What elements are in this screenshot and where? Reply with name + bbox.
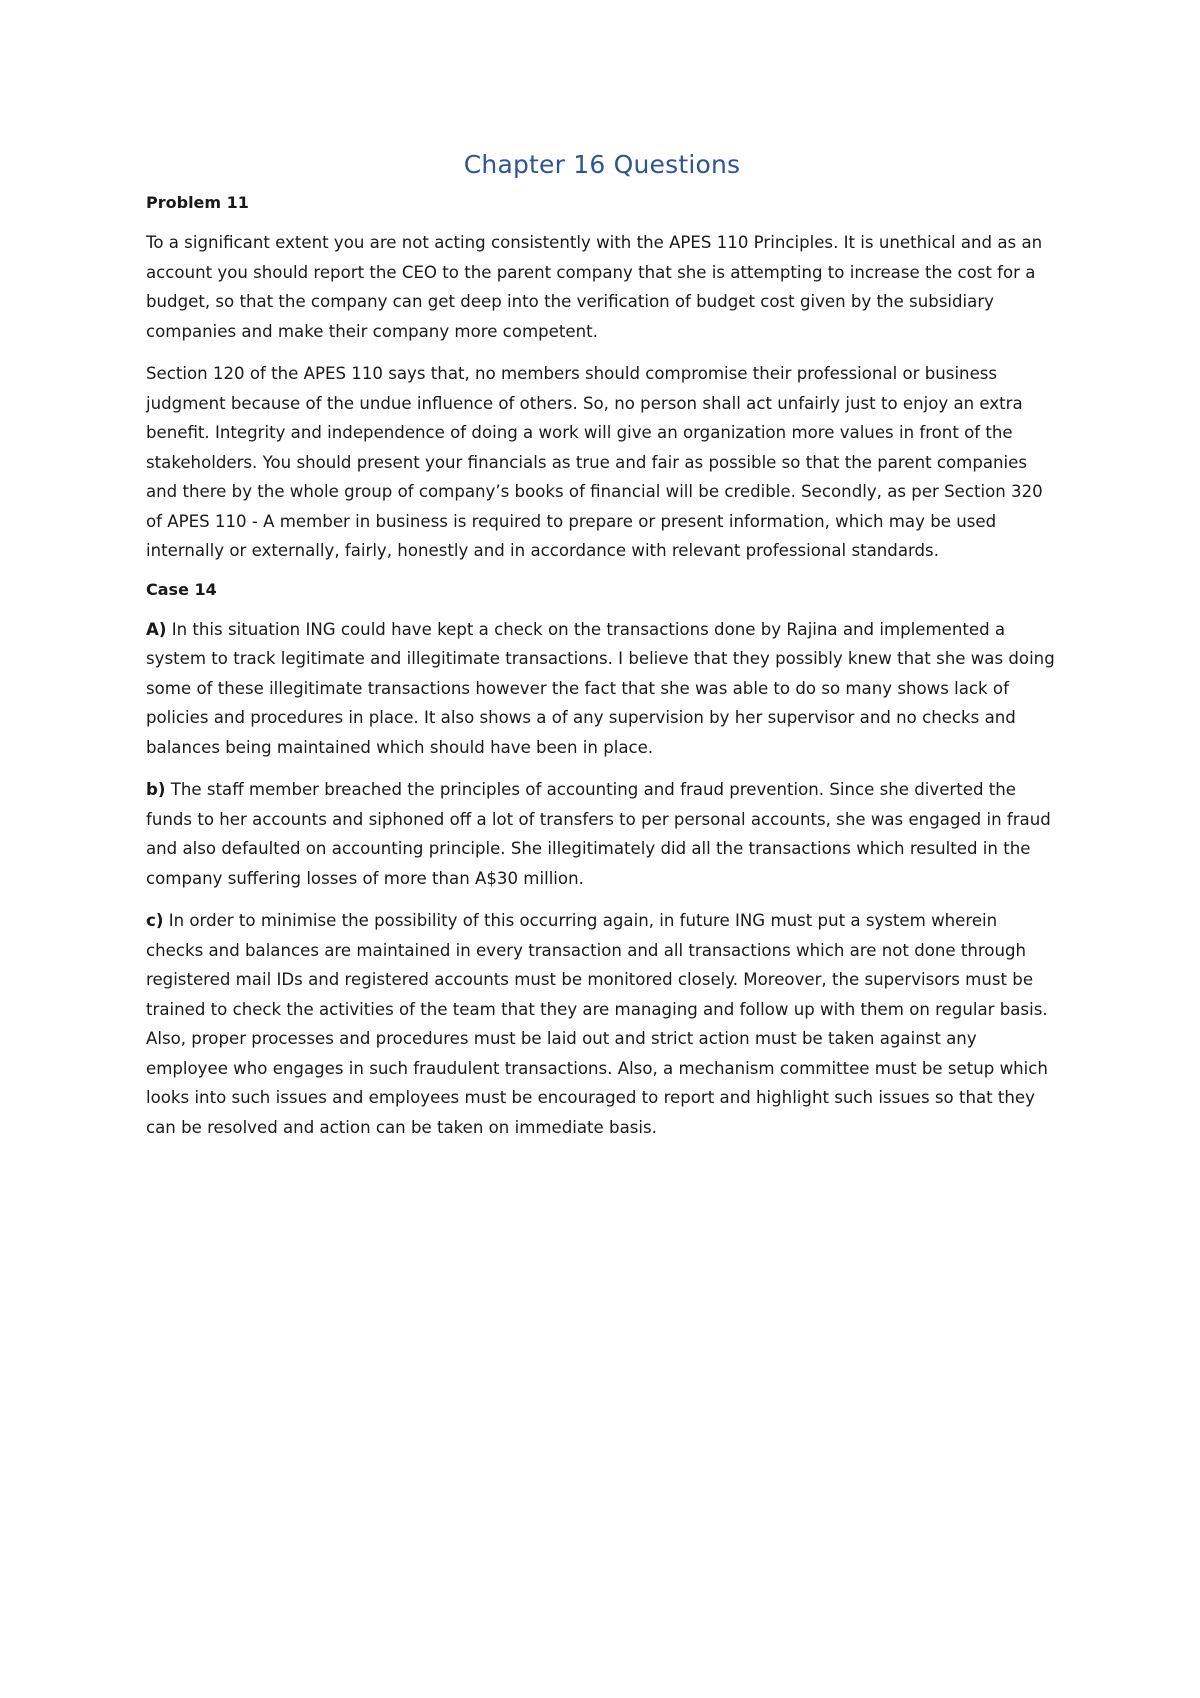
document-body <box>146 148 1058 1155</box>
answer-text-c: In order to minimise the possibility of this occurring again, in future ING must put a system wherein checks and balances are maintained in every transaction and all transactions which are not done through registered mail IDs and registered accounts must be monitored closely. Moreover, the supervisors must be trained to check the activities of the team that they are managing and follow up with them on regular basis. Also, proper processes and procedures must be laid out and strict action must be taken against any employee who engages in such fraudulent transactions. Also, a mechanism committee must be setup which looks into such issues and employees must be encouraged to report and highlight such issues so that they can be resolved and action can be taken on immediate basis. <box>146 911 1048 1137</box>
page-title: Chapter 16 Questions <box>463 150 741 179</box>
case-heading: Case 14 <box>146 579 217 599</box>
answer-label-b: b) <box>146 780 166 799</box>
answer-text-b: The staff member breached the principles of accounting and fraud prevention. Since she diverted the funds to her accounts and siphoned off a lot of transfers to per personal accounts, she was engaged in fraud and also defaulted on accounting principle. She illegitimately did all the transactions which resulted in the company suffering losses of more than A$30 million. <box>146 780 1051 888</box>
answer-label-a: A) <box>146 619 167 639</box>
case-answer-b <box>146 775 1058 893</box>
problem-paragraph-1: To a significant extent you are not acting consistently with the APES 110 Principles. It is unethical and as an account you should report the CEO to the parent company that she is attempting to increase the cost for a budget, so that the company can get deep into the verification of budget cost given by the subsidiary companies and make their company more competent. <box>146 233 1043 341</box>
answer-label-c: c) <box>146 911 164 930</box>
case-answer-a <box>146 615 1058 763</box>
case-answer-c <box>146 906 1058 1142</box>
answer-text-a: In this situation ING could have kept a check on the transactions done by Rajina and implemented a system to track legitimate and illegitimate transactions. I believe that they possibly knew that she was doing some of these illegitimate transactions however the fact that she was able to do so many shows lack of policies and procedures in place. It also shows a of any supervision by her supervisor and no checks and balances being maintained which should have been in place. <box>146 619 1055 757</box>
problem-heading: Problem 11 <box>146 193 249 212</box>
problem-paragraph-2: Section 120 of the APES 110 says that, no members should compromise their professional or business judgment because of the undue influence of others. So, no person shall act unfairly just to enjoy an extra benefit. Integrity and independence of doing a work will give an organization more values in front of the stakeholders. You should present your financials as true and fair as possible so that the parent companies and there by the whole group of company’s books of financial will be credible. Secondly, as per Section 320 of APES 110 - A member in business is required to prepare or present information, which may be used internally or externally, fairly, honestly and in accordance with relevant professional standards. <box>146 364 1043 560</box>
